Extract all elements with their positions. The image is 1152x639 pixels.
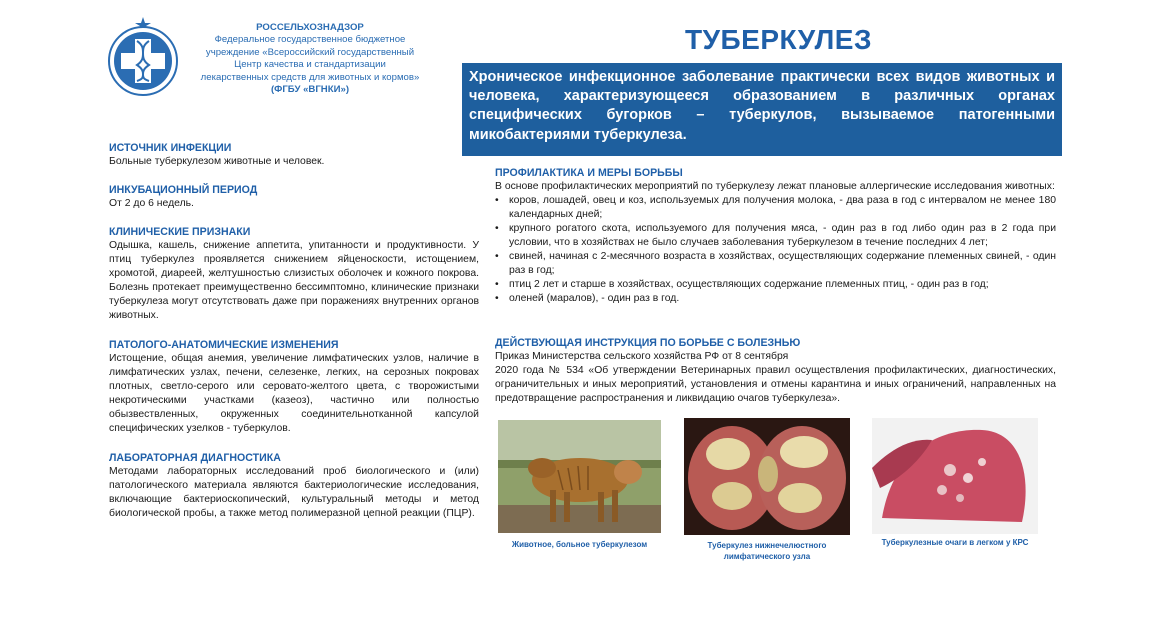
section-text: Больные туберкулезом животные и человек. bbox=[109, 156, 325, 167]
section-heading: ДЕЙСТВУЮЩАЯ ИНСТРУКЦИЯ ПО БОРЬБЕ С БОЛЕЗНЬЮ bbox=[495, 337, 801, 349]
org-line: учреждение «Всероссийский государственный bbox=[205, 46, 415, 58]
vgnki-logo bbox=[106, 15, 180, 97]
org-line: Центр качества и стандартизации bbox=[234, 59, 386, 71]
lung-photo bbox=[872, 418, 1038, 534]
section-text: Приказ Министерства сельского хозяйства РФ от 8 сентября bbox=[495, 351, 789, 362]
list-item: • птиц 2 лет и старше в хозяйствах, осуществляющих содержание племенных птиц, - один раз в год; bbox=[495, 278, 1056, 292]
section-prevention bbox=[495, 166, 1056, 306]
section-text: Методами лабораторных исследований проб биологического и (или) патологического материала являются бактериологические исследования, включающие бактериоскопический, культуральный методы и метод биологической пробы, а также метод полимеразной цепной реакции (ПЦР). bbox=[109, 466, 479, 519]
section-incubation bbox=[109, 183, 479, 211]
section-text: Одышка, кашель, снижение аппетита, упитанности и продуктивности. У птиц туберкулез проявляется снижением яйценоскости, истощением, хромотой, диареей, желтушностью слизистых оболочек и кожного покрова. Болезнь протекает преимущественно бессимптомно, клинические признаки туберкулеза могут отсутствовать даже при поражениях внутренних органов животных. bbox=[109, 240, 479, 321]
section-clinical-signs bbox=[109, 225, 479, 323]
list-item: • оленей (маралов), - один раз в год. bbox=[495, 292, 1056, 306]
section-heading: ПАТОЛОГО-АНАТОМИЧЕСКИЕ ИЗМЕНЕНИЯ bbox=[109, 339, 339, 351]
section-infection-source bbox=[109, 141, 479, 169]
lymph-node-photo bbox=[684, 418, 850, 535]
organization-header bbox=[185, 22, 435, 96]
caption-lymph-node bbox=[684, 540, 850, 562]
section-heading: ИНКУБАЦИОННЫЙ ПЕРИОД bbox=[109, 184, 258, 196]
section-text: 2020 года № 534 «Об утверждении Ветеринарных правил осуществления профилактических, диагностических, ограничительных и иных мероприятий, установления и отмены карантина и иных ограничений, направленных на предотвращение распространения и ликвидацию очагов туберкулеза». bbox=[495, 365, 1056, 404]
page-title: ТУБЕРКУЛЕЗ bbox=[685, 24, 872, 55]
caption-lung: Туберкулезные очаги в легком у КРС bbox=[881, 538, 1029, 547]
list-item: • свиней, начиная с 2-месячного возраста в хозяйствах, осуществляющих содержание племенных свиней, - один раз в год; bbox=[495, 250, 1056, 278]
section-pathology bbox=[109, 338, 479, 436]
section-lab-diagnostics bbox=[109, 451, 479, 521]
section-text: Истощение, общая анемия, увеличение лимфатических узлов, наличие в лимфатических узлах, печени, селезенке, легких, на серозных покровах плотных, светло-серого или серовато-желтого цвета, с творожистыми некротическими участками (казеоз), частично или полностью обызвествленных, окруженных соединительнотканной капсулой специфических узелков - туберкулов. bbox=[109, 353, 479, 434]
sick-cow-photo bbox=[498, 420, 661, 533]
list-item: • коров, лошадей, овец и коз, используемых для получения молока, - два раза в год с интервалом не менее 180 календарных дней; bbox=[495, 194, 1056, 222]
section-heading: ПРОФИЛАКТИКА И МЕРЫ БОРЬБЫ bbox=[495, 167, 683, 179]
caption-cow: Животное, больное туберкулезом bbox=[511, 540, 648, 549]
section-text: От 2 до 6 недель. bbox=[109, 198, 194, 209]
list-item: • крупного рогатого скота, используемого для получения мяса, - один раз в год либо один раз в 2 года при условии, что в хозяйствах не было случаев заболевания туберкулезом в течение последних 4 лет; bbox=[495, 222, 1056, 250]
section-text: В основе профилактических мероприятий по туберкулезу лежат плановые аллергические исследования животных: bbox=[495, 181, 1055, 192]
definition-box: Хроническое инфекционное заболевание практически всех видов животных и человека, характеризующееся образованием в различных органах специфических бугорков – туберкулов, вызываемое патогенными микобактериями туберкулеза. bbox=[462, 63, 1062, 156]
section-instruction bbox=[495, 336, 1056, 406]
caption-line: Туберкулез нижнечелюстного bbox=[707, 541, 827, 550]
prevention-list bbox=[495, 194, 1056, 306]
section-heading: ИСТОЧНИК ИНФЕКЦИИ bbox=[109, 142, 232, 154]
org-abbr: (ФГБУ «ВГНКИ») bbox=[270, 84, 350, 96]
section-heading: КЛИНИЧЕСКИЕ ПРИЗНАКИ bbox=[109, 226, 251, 238]
org-name: РОССЕЛЬХОЗНАДЗОР bbox=[256, 22, 364, 33]
org-line: лекарственных средств для животных и кормов» bbox=[200, 71, 420, 83]
org-line: Федеральное государственное бюджетное bbox=[214, 34, 406, 46]
section-heading: ЛАБОРАТОРНАЯ ДИАГНОСТИКА bbox=[109, 452, 281, 464]
caption-line: лимфатического узла bbox=[723, 552, 811, 561]
